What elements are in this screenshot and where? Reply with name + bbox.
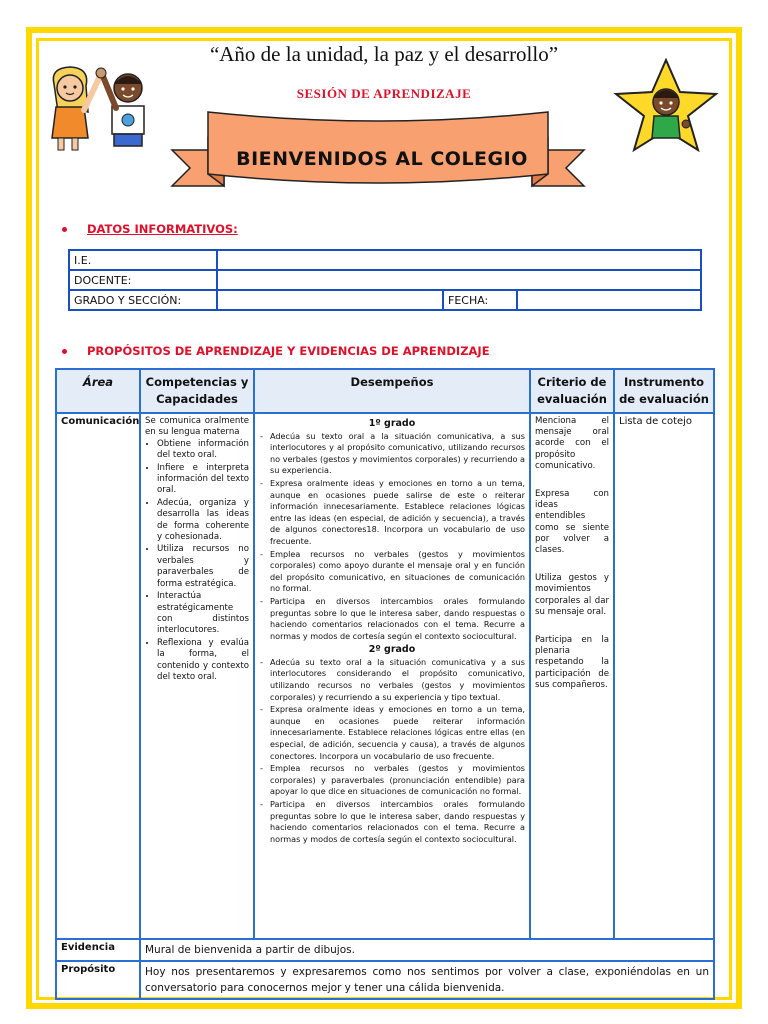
proposito-text: Hoy nos presentaremos y expresaremos como nos sentimos por volver a clase, exponiéndolas en un conversatorio para conocernos mejor y tener una cálida bienvenida. xyxy=(140,961,714,999)
area-cell: Comunicación xyxy=(56,413,140,939)
desempeno-item: - Participa en diversos intercambios orales formulando preguntas sobre lo que le interesa saber, dando respuestas o haciendo comentarios relacionados con el tema. Recurre a normas y modos de cortesía según el contexto sociocultural. xyxy=(270,596,525,642)
docente-label: DOCENTE: xyxy=(69,270,217,290)
grado-label: GRADO Y SECCIÓN: xyxy=(69,290,217,310)
criterio-item: Expresa con ideas entendibles como se siente por volver a clases. xyxy=(535,489,609,556)
capacidad-item: • Reflexiona y evalúa la forma, el contenido y contexto del texto oral. xyxy=(157,638,249,684)
propositos-heading: PROPÓSITOS DE APRENDIZAJE Y EVIDENCIAS DE APRENDIZAJE xyxy=(62,344,490,358)
ie-label: I.E. xyxy=(69,250,217,270)
capacidad-item: • Interactúa estratégicamente con distintos interlocutores. xyxy=(157,591,249,637)
grado-field[interactable] xyxy=(217,290,443,310)
capacidad-item: • Infiere e interpreta información del texto oral. xyxy=(157,463,249,497)
session-title: SESIÓN DE APRENDIZAJE xyxy=(296,86,472,101)
capacidad-item: • Adecúa, organiza y desarrolla las ideas de forma coherente y cohesionada. xyxy=(157,498,249,544)
instrumento-cell: Lista de cotejo xyxy=(614,413,714,939)
competencias-cell xyxy=(140,413,254,939)
fecha-field[interactable] xyxy=(517,290,701,310)
desempeno-item: - Adecúa su texto oral a la situación comunicativa, a sus interlocutores y al propósito comunicativo, utilizando recursos no verbales (gestos y movimientos corporales) y recurriendo a su experiencia. xyxy=(270,431,525,477)
fecha-label: FECHA: xyxy=(443,290,517,310)
criterio-item: Menciona el mensaje oral acorde con el propósito comunicativo. xyxy=(535,416,609,471)
propositos-table xyxy=(55,368,715,1000)
evidencia-label: Evidencia xyxy=(56,939,140,961)
datos-table xyxy=(68,249,702,311)
criterio-item: Utiliza gestos y movimientos corporales al dar su mensaje oral. xyxy=(535,573,609,617)
grado1-title: 1º grado xyxy=(368,418,416,429)
bullet-icon xyxy=(62,227,67,232)
desempeno-item: - Adecúa su texto oral a la situación comunicativa y a sus interlocutores considerando el propósito comunicativo, utilizando recursos no verbales (gestos y movimientos corporales) y recurriendo a su experiencia y tipo textual. xyxy=(270,657,525,703)
desempenos-cell xyxy=(254,413,530,939)
capacidad-item: • Utiliza recursos no verbales y paraverbales de forma estratégica. xyxy=(157,544,249,590)
datos-heading: DATOS INFORMATIVOS: xyxy=(62,222,238,236)
competencia-intro: Se comunica oralmente en su lengua materna xyxy=(145,416,249,438)
grado2-title: 2º grado xyxy=(368,644,416,656)
criterio-item: Participa en la plenaria respetando la participación de sus compañeros. xyxy=(535,635,609,690)
bullet-icon xyxy=(62,349,67,354)
desempeno-item: - Expresa oralmente ideas y emociones en torno a un tema, aunque en ocasiones puede reiterar información innecesariamente. Establece relaciones lógicas entre ellas (en especial, de adición, secuencia y causa), a través de algunos conectores. Incorpora un vocabulario de uso frecuente. xyxy=(270,704,525,762)
children-clipart xyxy=(44,62,184,152)
header-instrumento: Instrumento de evaluación xyxy=(614,369,714,413)
proposito-label: Propósito xyxy=(56,961,140,999)
evidencia-text: Mural de bienvenida a partir de dibujos. xyxy=(140,939,714,961)
motto: “Año de la unidad, la paz y el desarrollo” xyxy=(209,42,559,66)
desempeno-item: - Expresa oralmente ideas y emociones en torno a un tema, aunque en ocasiones puede salirse de este o reiterar información innecesariamente. Establece relaciones lógicas entre las ideas (en especial, de adición y secuencia), a través de algunos conectores18. Incorpora un vocabulario de uso frecuente. xyxy=(270,478,525,548)
header-competencias: Competencias y Capacidades xyxy=(140,369,254,413)
banner-title: BIENVENIDOS AL COLEGIO xyxy=(236,148,528,170)
desempeno-item: - Emplea recursos no verbales (gestos y movimientos corporales) y paraverbales (pronunciación entendible) para apoyar lo que dice en situaciones de comunicación no formal. xyxy=(270,763,525,798)
desempeno-item: - Emplea recursos no verbales (gestos y movimientos corporales) como apoyo durante el mensaje oral y en función del propósito comunicativo, en situaciones de comunicación no formal. xyxy=(270,549,525,595)
ie-field[interactable] xyxy=(217,250,701,270)
capacidad-item: • Obtiene información del texto oral. xyxy=(157,439,249,462)
header-desempenos: Desempeños xyxy=(254,369,530,413)
header-criterio: Criterio de evaluación xyxy=(530,369,614,413)
docente-field[interactable] xyxy=(217,270,701,290)
header-area: Área xyxy=(56,369,140,413)
star-boy-clipart xyxy=(606,58,726,154)
criterio-cell xyxy=(530,413,614,939)
desempeno-item: - Participa en diversos intercambios orales formulando preguntas sobre lo que le interesa saber, dando respuestas y haciendo comentarios relacionados con el tema. Recurre a normas y modos de cortesía según el contexto sociocultural. xyxy=(270,799,525,845)
